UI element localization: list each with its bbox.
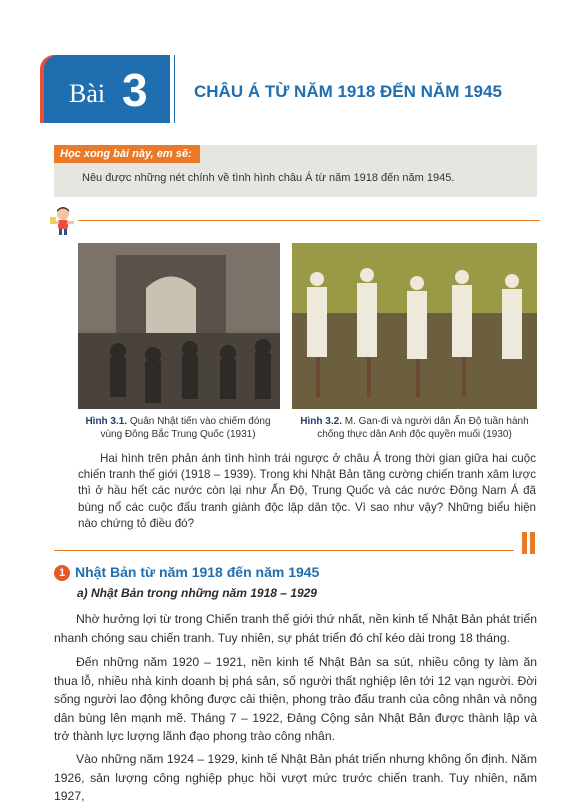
figure-caption-2 — [292, 415, 537, 441]
student-mascot-icon — [50, 207, 76, 235]
figure-caption-2-line2: chống thực dân Anh độc quyền muối (1930) — [317, 429, 512, 440]
photo-japanese-troops — [78, 243, 280, 409]
learning-goals-heading: Học xong bài này, em sẽ: — [54, 145, 200, 163]
learning-goals-text: Nêu được những nét chính về tình hình châu Á từ năm 1918 đến năm 1945. — [82, 172, 455, 184]
section-divider — [54, 550, 514, 551]
learning-goals-box — [54, 145, 537, 197]
lesson-number-tab — [44, 55, 170, 123]
subsection-title: a) Nhật Bản trong những năm 1918 – 1929 — [77, 586, 317, 600]
body-paragraph-2: Đến những năm 1920 – 1921, nền kinh tế Nhật Bản sa sút, nhiều công ty làm ăn thua lỗ, nhiều nhà kinh doanh bị phá sản, số người thất nghiệp lên tới 12 vạn người. Đời sống người lao động không được cải thiện, phong trào đấu tranh của công nhân và nông dân bùng lên mạnh mẽ. Tháng 7 – 1922, Đảng Cộng sản Nhật Bản được thành lập và trở thành lực lượng lãnh đạo phong trào công nhân. — [54, 655, 537, 743]
body-paragraph-1: Nhờ hưởng lợi từ trong Chiến tranh thế giới thứ nhất, nền kinh tế Nhật Bản phát triển nhanh chóng sau chiến tranh. Tuy nhiên, sự phát triển đó chỉ kéo dài trong 18 tháng. — [54, 612, 537, 645]
section-title: Nhật Bản từ năm 1918 đến năm 1945 — [75, 564, 320, 580]
title-separator — [174, 55, 175, 123]
lesson-number: 3 — [122, 64, 148, 116]
figure-caption-1-line2: vùng Đông Bắc Trung Quốc (1931) — [100, 429, 256, 440]
section-divider-bars — [522, 532, 538, 559]
figure-caption-1-line1: Quân Nhật tiến vào chiếm đóng — [129, 416, 271, 427]
body-paragraph-3: Vào những năm 1924 – 1929, kinh tế Nhật Bản phát triển nhưng không ổn định. Năm 1926, sản lượng công nghiệp phục hồi vượt mức trước chiến tranh. Tuy nhiên, năm 1927, — [54, 752, 537, 803]
intro-paragraph: Hai hình trên phản ánh tình hình trái ngược ở châu Á trong thời gian giữa hai cuộc chiến tranh thế giới (1918 – 1939). Trong khi Nhật Bản tăng cường chiến tranh xâm lược thì ở hầu hết các nước còn lại như Ấn Độ, Trung Quốc và các nước Đông Nam Á đã bùng nổ các cuộc đấu tranh giành độc lập dân tộc. Vì sao như vậy? Những biểu hiện nào chứng tỏ điều đó? — [78, 452, 536, 530]
figure-caption-2-line1: M. Gan-đi và người dân Ấn Độ tuần hành — [344, 416, 529, 427]
photo-gandhi-salt-march — [292, 243, 537, 409]
intro-divider — [78, 220, 540, 221]
figure-label-2: Hình 3.2. — [300, 416, 342, 427]
figure-label-1: Hình 3.1. — [85, 416, 128, 427]
figure-caption-1 — [52, 415, 304, 441]
lesson-title: CHÂU Á TỪ NĂM 1918 ĐẾN NĂM 1945 — [194, 82, 502, 101]
section-number-badge: 1 — [54, 565, 70, 581]
lesson-word: Bài — [69, 79, 106, 108]
